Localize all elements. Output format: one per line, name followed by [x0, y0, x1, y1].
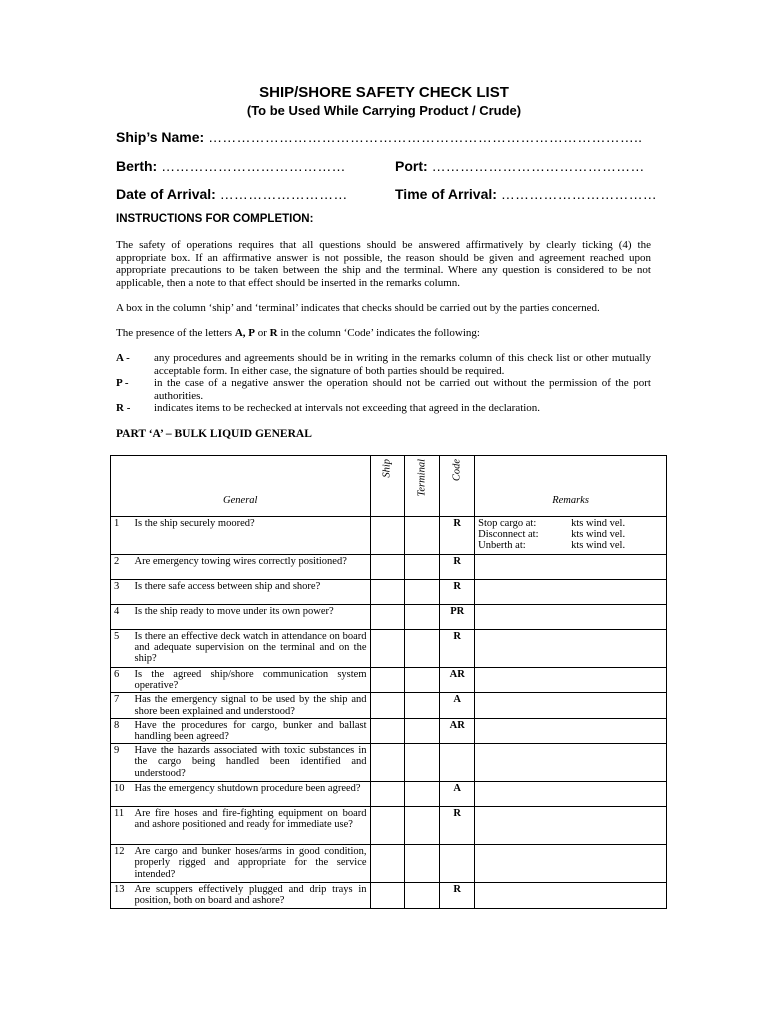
remarks-line [478, 529, 663, 540]
ship-check-box[interactable] [370, 883, 405, 908]
date-of-arrival-dots: ……………………… [219, 186, 348, 202]
table-row [111, 782, 667, 807]
row-remarks[interactable] [475, 580, 667, 605]
row-question: Is the agreed ship/shore communication system operative? [132, 668, 371, 693]
remarks-label: Stop cargo at: [478, 518, 537, 529]
ship-check-box[interactable] [370, 693, 405, 718]
terminal-check-box[interactable] [405, 580, 440, 605]
berth-dots: ………………………………… [161, 158, 346, 174]
row-question: Have the procedures for cargo, bunker and ballast handling been agreed? [132, 718, 371, 743]
date-of-arrival-label: Date of Arrival: [116, 186, 216, 202]
remarks-line [478, 518, 663, 529]
date-of-arrival-field [116, 186, 348, 202]
remarks-line [478, 540, 663, 551]
row-remarks[interactable] [475, 555, 667, 580]
row-code [440, 744, 475, 782]
row-remarks[interactable] [475, 807, 667, 845]
ships-name-dots: ……………………………………………………………………………….. [208, 129, 643, 145]
row-code: R [440, 883, 475, 908]
port-label: Port: [395, 158, 428, 174]
table-row [111, 517, 667, 555]
row-remarks[interactable] [475, 883, 667, 908]
header-remarks: Remarks [475, 456, 667, 517]
row-code: R [440, 517, 475, 555]
row-remarks[interactable] [475, 718, 667, 743]
definition-text: in the case of a negative answer the operation should not be carried out without the permission of the port authorities. [154, 377, 651, 402]
ship-check-box[interactable] [370, 718, 405, 743]
header-code-label: Code [451, 459, 463, 482]
row-number: 9 [111, 744, 132, 782]
ship-check-box[interactable] [370, 668, 405, 693]
remarks-label: Unberth at: [478, 540, 526, 552]
terminal-check-box[interactable] [405, 718, 440, 743]
row-code: AR [440, 668, 475, 693]
definition-a [116, 352, 651, 377]
terminal-check-box[interactable] [405, 744, 440, 782]
para3-letters-ap: A, P [234, 327, 255, 339]
table-row [111, 580, 667, 605]
row-question: Are cargo and bunker hoses/arms in good condition, properly rigged and appropriate for the service intended? [132, 845, 371, 883]
row-remarks[interactable] [475, 693, 667, 718]
table-row [111, 605, 667, 630]
row-remarks[interactable] [475, 845, 667, 883]
para3-or: or [254, 327, 270, 339]
terminal-check-box[interactable] [405, 605, 440, 630]
row-code [440, 845, 475, 883]
port-field [395, 158, 645, 174]
row-remarks[interactable] [475, 744, 667, 782]
row-number: 6 [111, 668, 132, 693]
table-row [111, 883, 667, 908]
berth-label: Berth: [116, 158, 158, 174]
ship-check-box[interactable] [370, 605, 405, 630]
definition-r [116, 402, 651, 415]
definition-text: indicates items to be rechecked at intervals not exceeding that agreed in the declaration. [154, 402, 541, 415]
terminal-check-box[interactable] [405, 782, 440, 807]
para3-post: in the column ‘Code’ indicates the following: [277, 327, 480, 339]
time-of-arrival-dots: …………………………… [500, 186, 658, 202]
row-question: Has the emergency signal to be used by the ship and shore been explained and understood? [132, 693, 371, 718]
row-number: 2 [111, 555, 132, 580]
table-row [111, 555, 667, 580]
definition-key: P - [116, 377, 129, 390]
page-title: SHIP/SHORE SAFETY CHECK LIST [259, 84, 509, 101]
time-of-arrival-label: Time of Arrival: [395, 186, 497, 202]
header-general: General [111, 456, 371, 517]
row-question: Are fire hoses and fire-fighting equipment on board and ashore positioned and ready for immediate use? [132, 807, 371, 845]
row-code: R [440, 580, 475, 605]
row-number: 13 [111, 883, 132, 908]
table-row [111, 845, 667, 883]
definition-key: R - [116, 402, 131, 415]
ship-check-box[interactable] [370, 744, 405, 782]
para3-pre: The presence of the letters [116, 327, 235, 339]
row-number: 3 [111, 580, 132, 605]
row-question: Is there an effective deck watch in attendance on board and adequate supervision on the terminal and on the ship? [132, 630, 371, 668]
row-remarks[interactable] [475, 605, 667, 630]
definition-p [116, 377, 651, 402]
ship-check-box[interactable] [370, 782, 405, 807]
part-a-heading: PART ‘A’ – BULK LIQUID GENERAL [116, 428, 312, 440]
row-code: R [440, 555, 475, 580]
header-ship-label: Ship [381, 459, 393, 478]
ship-check-box[interactable] [370, 630, 405, 668]
ship-check-box[interactable] [370, 580, 405, 605]
row-remarks[interactable] [475, 630, 667, 668]
terminal-check-box[interactable] [405, 517, 440, 555]
remarks-unit: kts wind vel. [571, 540, 626, 552]
row-number: 12 [111, 845, 132, 883]
row-code: A [440, 693, 475, 718]
table-row [111, 744, 667, 782]
ships-name-field [116, 129, 642, 145]
remarks-label: Disconnect at: [478, 529, 539, 541]
header-ship [370, 456, 405, 517]
remarks-unit: kts wind vel. [571, 529, 626, 541]
row-question: Are scuppers effectively plugged and drip trays in position, both on board and ashore? [132, 883, 371, 908]
ship-check-box[interactable] [370, 845, 405, 883]
table-row [111, 668, 667, 693]
row-question: Are emergency towing wires correctly positioned? [132, 555, 371, 580]
table-row [111, 630, 667, 668]
ship-check-box[interactable] [370, 807, 405, 845]
row-number: 10 [111, 782, 132, 807]
row-number: 7 [111, 693, 132, 718]
ship-check-box[interactable] [370, 555, 405, 580]
header-code [440, 456, 475, 517]
row-code: AR [440, 718, 475, 743]
row-number: 11 [111, 807, 132, 845]
row-remarks[interactable] [475, 517, 667, 555]
ship-check-box[interactable] [370, 517, 405, 555]
table-row [111, 718, 667, 743]
row-question: Is there safe access between ship and shore? [132, 580, 371, 605]
row-question: Is the ship ready to move under its own power? [132, 605, 371, 630]
instructions-paragraph-2: A box in the column ‘ship’ and ‘terminal’ indicates that checks should be carried out by the parties concerned. [116, 302, 600, 314]
page-subtitle: (To be Used While Carrying Product / Crude) [246, 103, 522, 118]
row-remarks[interactable] [475, 668, 667, 693]
row-number: 8 [111, 718, 132, 743]
definition-key: A - [116, 352, 130, 364]
row-code: R [440, 630, 475, 668]
table-row [111, 693, 667, 718]
row-question: Is the ship securely moored? [132, 517, 371, 555]
instructions-heading: INSTRUCTIONS FOR COMPLETION: [116, 213, 314, 225]
table-header-row [111, 456, 667, 517]
terminal-check-box[interactable] [405, 845, 440, 883]
instructions-paragraph-3 [116, 327, 651, 340]
terminal-check-box[interactable] [405, 693, 440, 718]
row-question: Has the emergency shutdown procedure been agreed? [132, 782, 371, 807]
header-terminal [405, 456, 440, 517]
port-dots: ……………………………………… [431, 158, 645, 174]
checklist-table [110, 455, 667, 909]
terminal-check-box[interactable] [405, 807, 440, 845]
para3-letter-r: R [269, 327, 278, 339]
row-code: A [440, 782, 475, 807]
row-number: 4 [111, 605, 132, 630]
header-terminal-label: Terminal [416, 459, 428, 497]
row-number: 1 [111, 517, 132, 555]
terminal-check-box[interactable] [405, 883, 440, 908]
terminal-check-box[interactable] [405, 668, 440, 693]
row-remarks[interactable] [475, 782, 667, 807]
definition-text: any procedures and agreements should be in writing in the remarks column of this check list or other mutually acceptable form. In either case, the signature of both parties should be required. [154, 352, 651, 377]
ships-name-label: Ship’s Name: [116, 129, 205, 145]
row-code: R [440, 807, 475, 845]
berth-field [116, 158, 346, 174]
row-number: 5 [111, 630, 132, 668]
row-code: PR [440, 605, 475, 630]
terminal-check-box[interactable] [405, 630, 440, 668]
code-definitions [116, 352, 651, 415]
time-of-arrival-field [395, 186, 657, 202]
instructions-paragraph-1: The safety of operations requires that all questions should be answered affirmatively by clearly ticking (4) the appropriate box. If an affirmative answer is not possible, the reason should be given and agreement reached upon appropriate precautions to be taken between the ship and the terminal. Where any question is considered to be not applicable, then a note to that effect should be inserted in the remarks column. [116, 239, 651, 289]
terminal-check-box[interactable] [405, 555, 440, 580]
row-question: Have the hazards associated with toxic substances in the cargo being handled been identified and understood? [132, 744, 371, 782]
table-row [111, 807, 667, 845]
remarks-unit: kts wind vel. [571, 518, 626, 529]
